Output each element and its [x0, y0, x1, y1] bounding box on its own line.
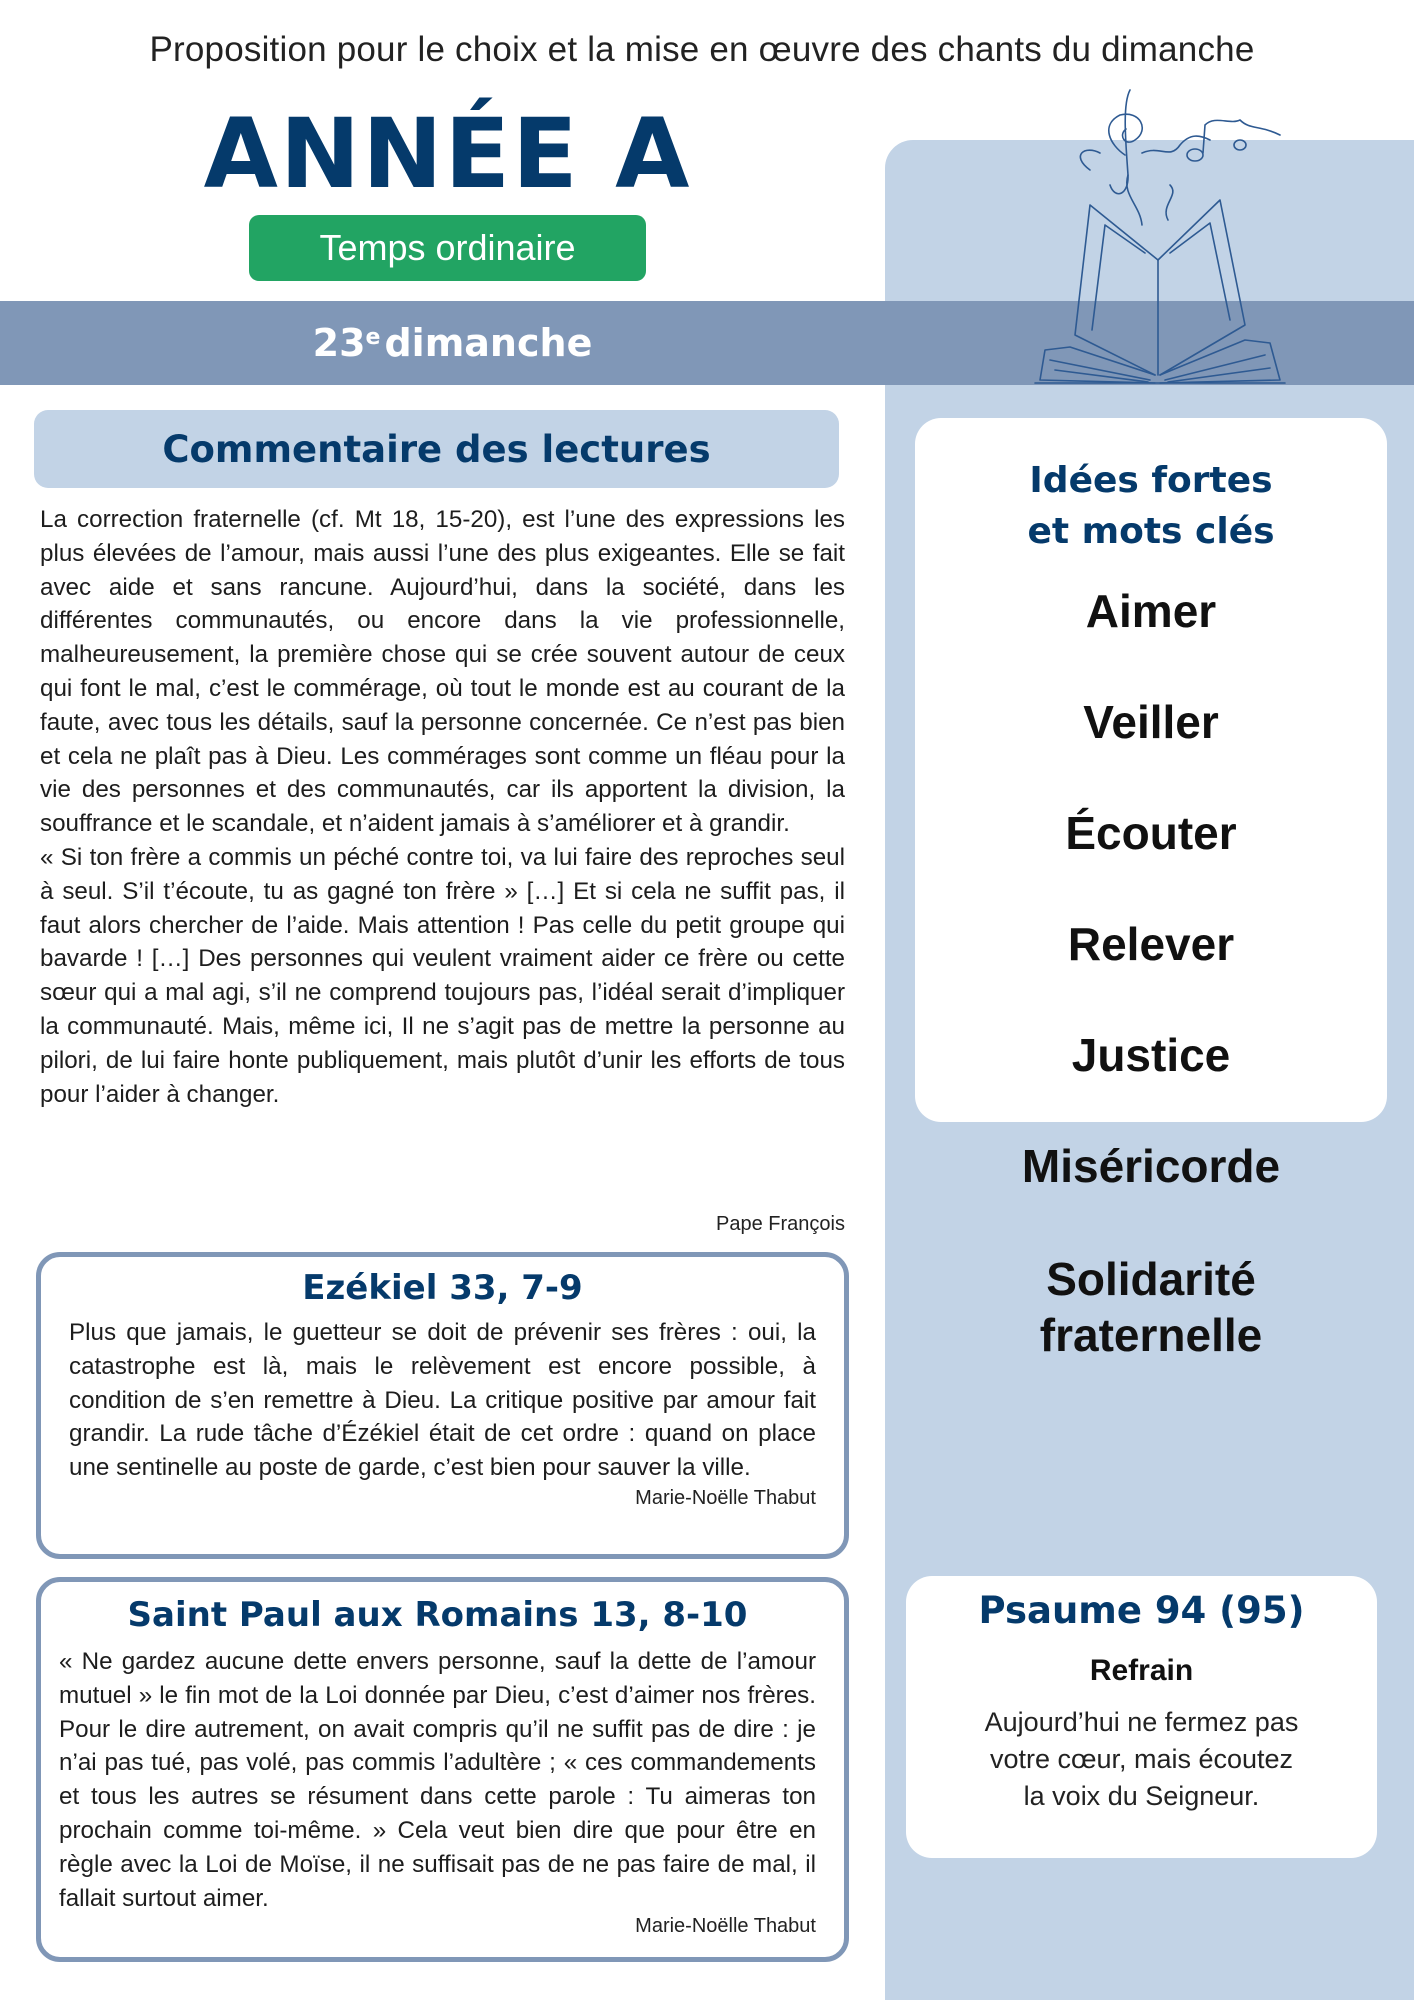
paul-box: [36, 1577, 849, 1962]
ezekiel-title: Ezékiel 33, 7-9: [302, 1268, 583, 1308]
ezekiel-box: [36, 1252, 849, 1559]
music-book-icon: [1030, 85, 1290, 385]
ezekiel-author: Marie-Noëlle Thabut: [635, 1486, 816, 1509]
refrain-label: Refrain: [1089, 1654, 1194, 1687]
refrain-text: [906, 1704, 1377, 1815]
psalm-title: Psaume 94 (95): [978, 1589, 1305, 1632]
year-title: ANNÉE A: [203, 98, 692, 210]
keyword-line: fraternelle: [1039, 1309, 1263, 1361]
keyword: Aimer: [1085, 585, 1217, 637]
paul-title: Saint Paul aux Romains 13, 8-10: [127, 1595, 748, 1635]
sunday-title: [0, 301, 905, 385]
sunday-sup: e: [365, 324, 381, 350]
psalm-card: [906, 1576, 1377, 1858]
ezekiel-text: Plus que jamais, le guetteur se doit de prévenir ses frères : oui, la catastrophe est là, mais le relèvement est encore possible, à condition de s’en remettre à Dieu. La critique positive par amour fait grandir. La rude tâche d’Ézékiel était de cet ordre : quand on place une sentinelle au poste de garde, c’est bien pour sauver la ville.: [69, 1319, 816, 1482]
keyword: [915, 1251, 1387, 1362]
proposal-subtitle: Proposition pour le choix et la mise en œuvre des chants du dimanche: [149, 30, 1255, 69]
paul-author: Marie-Noëlle Thabut: [635, 1915, 816, 1938]
key-ideas-card: [915, 418, 1387, 1361]
refrain-line: votre cœur, mais écoutez: [989, 1744, 1294, 1774]
refrain-line: la voix du Seigneur.: [1023, 1781, 1260, 1811]
commentary-paragraph: La correction fraternelle (cf. Mt 18, 15-20), est l’une des expressions les plus élevées de l’amour, mais aussi l’une des plus exigeantes. Elle se fait avec aide et sans rancune. Aujourd’hui, dans la société, dans les différentes communautés, ou encore dans la vie professionnelle, malheureusement, la première chose qui se crée souvent autour de ceux qui font le mal, c’est le commérage, où tout le monde est au courant de la faute, avec tous les détails, sauf la personne concernée. Ce n’est pas bien et cela ne plaît pas à Dieu. Les commérages sont comme un fléau pour la vie des personnes et des communautés, car ils apportent la division, la souffrance et le scandale, et n’aident jamais à s’améliorer et à grandir.: [40, 506, 845, 838]
commentary-title: Commentaire des lectures: [162, 427, 711, 471]
key-ideas-title: [915, 455, 1387, 557]
keyword: Relever: [1067, 918, 1235, 970]
keyword: Écouter: [1065, 807, 1237, 859]
paul-text: « Ne gardez aucune dette envers personne, sauf la dette de l’amour mutuel » le fin mot de la Loi donnée par Dieu, c’est d’aimer nos frères. Pour le dire autrement, on avait compris qu’il ne suffit pas de dire : je n’ai pas tué, pas volé, pas commis l’adultère ; « ces commandements et tous les autres se résument dans cette parole : Tu aimeras ton prochain comme toi-même. » Cela veut bien dire que pour être en règle avec la Loi de Moïse, il ne suffisait pas de ne pas faire de mal, il fallait surtout aimer.: [59, 1648, 816, 1912]
sunday-label: dimanche: [384, 321, 593, 365]
commentary-header: [34, 410, 839, 488]
commentary-author: Pape François: [716, 1213, 845, 1235]
key-ideas-title-line: et mots clés: [1027, 511, 1275, 552]
keyword-line: Solidarité: [1046, 1253, 1256, 1305]
season-badge: [249, 215, 646, 281]
key-ideas-title-line: Idées fortes: [1029, 460, 1273, 501]
keyword-list: [915, 585, 1387, 1362]
keyword: Justice: [1071, 1029, 1231, 1081]
commentary-text: [40, 503, 845, 1111]
season-label: Temps ordinaire: [319, 227, 576, 268]
refrain-line: Aujourd’hui ne fermez pas: [984, 1707, 1299, 1737]
sunday-number: 23: [312, 321, 366, 365]
keyword: Veiller: [1083, 696, 1219, 748]
commentary-paragraph: « Si ton frère a commis un péché contre toi, va lui faire des reproches seul à seul. S’il t’écoute, tu as gagné ton frère » […] Et si cela ne suffit pas, il faut alors chercher de l’aide. Mais attention ! Pas celle du petit groupe qui bavarde ! […] Des personnes qui veulent vraiment aider ce frère ou cette sœur qui a mal agi, s’il ne comprend toujours pas, l’idéal serait d’impliquer la communauté. Mais, même ici, Il ne s’agit pas de mettre la personne au pilori, de lui faire honte publiquement, mais plutôt d’unir les efforts de tous pour l’aider à changer.: [40, 843, 845, 1108]
keyword: Miséricorde: [1021, 1140, 1281, 1192]
